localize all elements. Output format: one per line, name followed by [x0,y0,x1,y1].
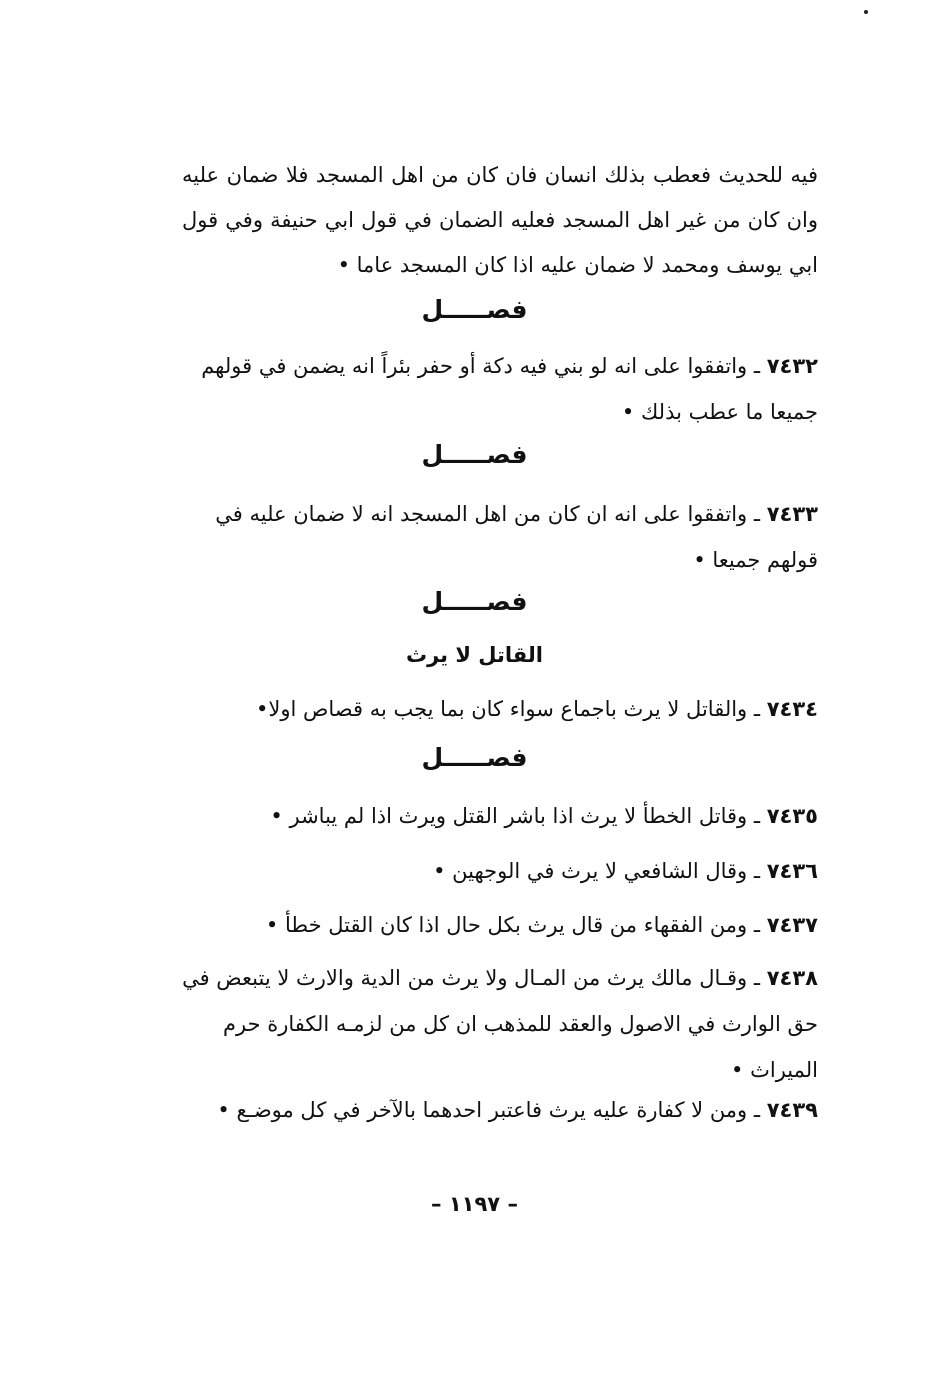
section-heading-1: فصـــــل [421,295,528,324]
paragraph-number: ٧٤٣٦ [766,859,818,883]
paragraph-7439 [182,1087,818,1133]
paragraph-number: ٧٤٣٥ [766,804,818,828]
paragraph-text: ـ وقال الشافعي لا يرث في الوجهين • [433,859,761,883]
intro-paragraph: فيه للحديث فعطب بذلك انسان فان كان من اهل المسجد فلا ضمان عليه وان كان من غير اهل المسجد فعليه الضمان في قول ابي حنيفة وفي قول ابي يوسف ومحمد لا ضمان عليه اذا كان المسجد عاما • [182,163,818,277]
paragraph-number: ٧٤٣٧ [766,913,818,937]
paragraph-text: ـ وقاتل الخطأ لا يرث اذا باشر القتل ويرث اذا لم يباشر • [270,804,761,828]
paragraph-text: ـ وقـال مالك يرث من المـال ولا يرث من الدية والارث لا يتبعض في حق الوارث في الاصول والعقد للمذهب ان كل من لزمـه الكفارة حرم الميراث • [182,966,818,1082]
page-number: – ١١٩٧ – [431,1192,518,1216]
section-heading-4: فصـــــل [421,743,528,772]
paragraph-number: ٧٤٣٩ [766,1098,818,1122]
paragraph-7435 [182,793,818,839]
section-heading-3: فصـــــل [421,587,528,616]
paragraph-number: ٧٤٣٨ [766,966,818,990]
paragraph-7436 [182,848,818,894]
paragraph-number: ٧٤٣٤ [766,697,818,721]
paragraph-text: ـ واتفقوا على انه ان كان من اهل المسجد انه لا ضمان عليه في قولهم جميعا • [215,502,818,572]
paragraph-text: ـ ومن لا كفارة عليه يرث فاعتبر احدهما بالآخر في كل موضـع • [217,1098,761,1122]
section-heading-2: فصـــــل [421,440,528,469]
paragraph-7432 [182,343,818,435]
ink-speck [864,10,868,14]
paragraph-text: ـ والقاتل لا يرث باجماع سواء كان بما يجب به قصاص اولا• [255,697,761,721]
paragraph-7437 [182,902,818,948]
paragraph-7438 [182,955,818,1093]
paragraph-7434 [182,686,818,732]
paragraph-number: ٧٤٣٣ [766,502,818,526]
paragraph-text: ـ واتفقوا على انه لو بني فيه دكة أو حفر بئراً انه يضمن في قولهم جميعا ما عطب بذلك • [201,354,818,424]
paragraph-number: ٧٤٣٢ [766,354,818,378]
paragraph-7433 [182,491,818,583]
paragraph-text: ـ ومن الفقهاء من قال يرث بكل حال اذا كان القتل خطأ • [265,913,761,937]
subheading: القاتل لا يرث [405,643,544,667]
